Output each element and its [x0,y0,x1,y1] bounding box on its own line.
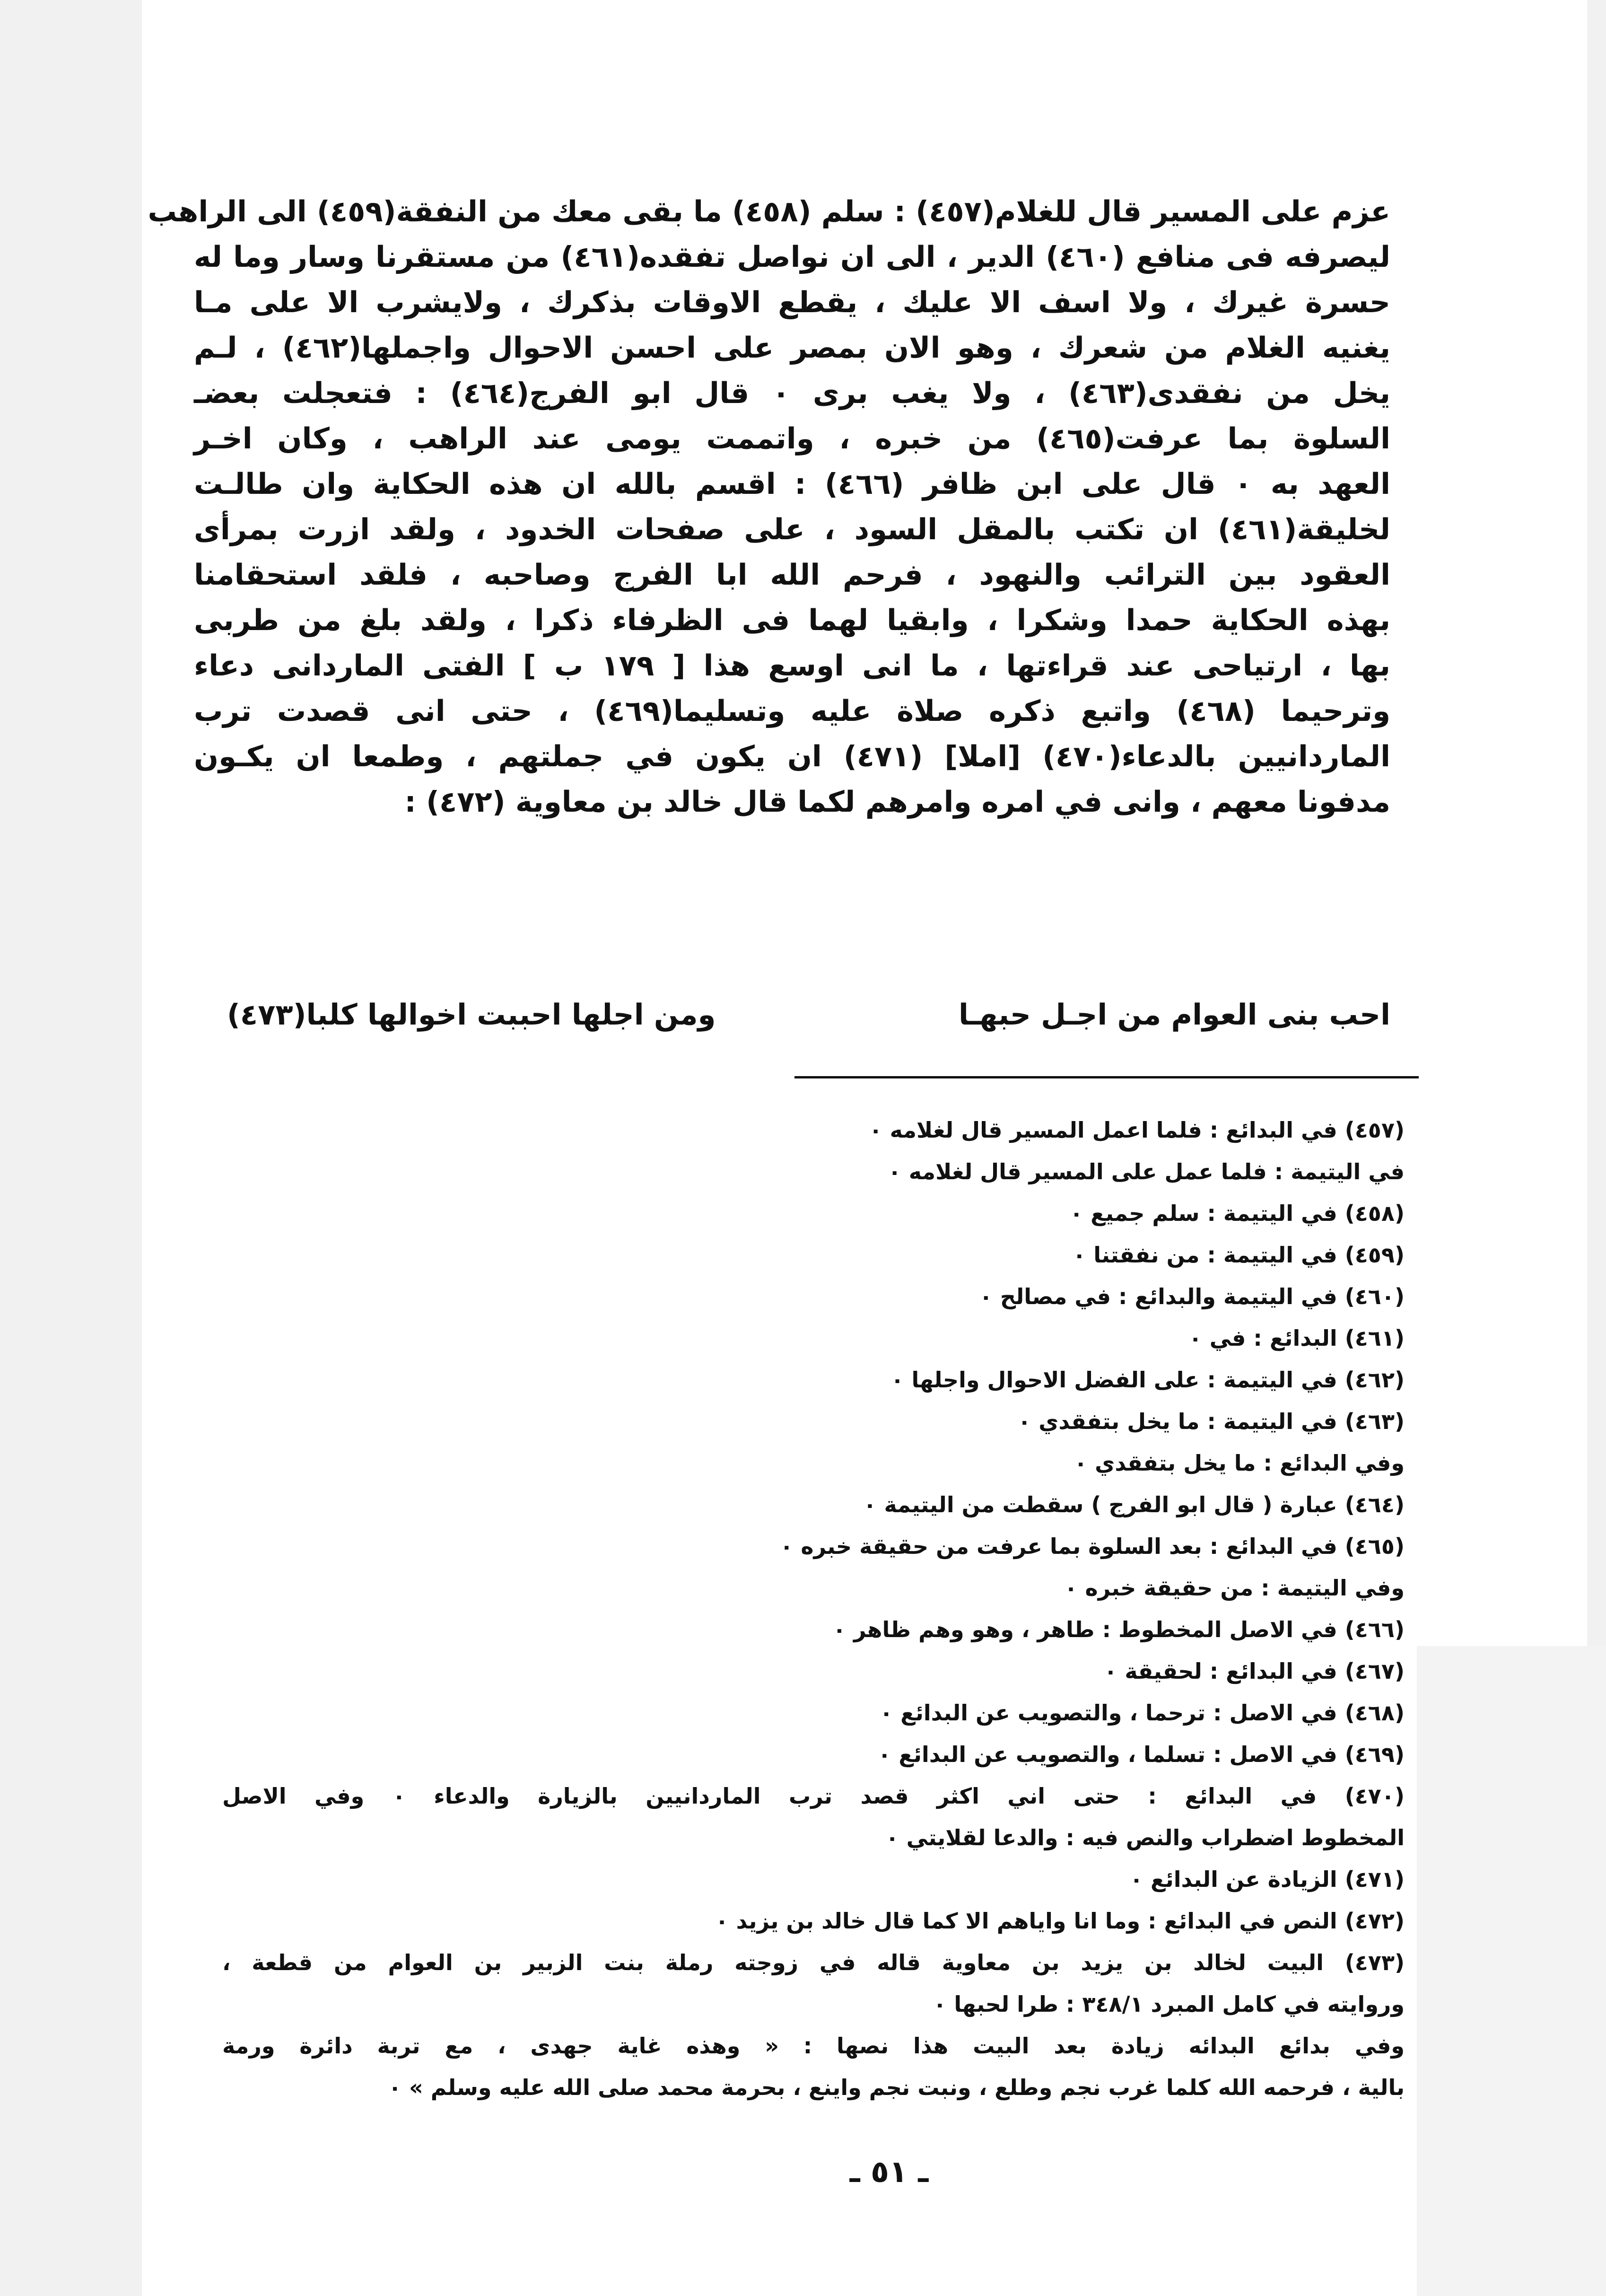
footnote-line: في اليتيمة : فلما عمل على المسير قال لغلامه ٠ [888,1159,1405,1184]
footnote-line: (٤٥٧) في البدائع : فلما اعمل المسير قال لغلامه ٠ [869,1117,1405,1143]
text-line: مدفونا معهم ، وانى في امره وامرهم لكما قال خالد بن معاوية (٤٧٢) : [404,785,1390,819]
footnote-line: (٤٦٩) في الاصل : تسلما ، والتصويب عن البدائع ٠ [878,1742,1405,1767]
footnote-line: (٤٧٣) البيت لخالد بن يزيد بن معاوية قاله في زوجته رملة بنت الزبير بن العوام من قطعة ، [222,1950,1405,1975]
page-number: ـ ٥١ ـ [849,2155,929,2190]
footnote-line: (٤٦٣) في اليتيمة : ما يخل بتفقدي ٠ [1018,1409,1405,1434]
footnote-line: (٤٧٢) النص في البدائع : وما انا واياهم الا كما قال خالد بن يزيد ٠ [715,1908,1405,1934]
text-line: بهذه الحكاية حمدا وشكرا ، وابقيا لهما فى الظرفاء ذكرا ، ولقد بلغ من طربى [194,604,1390,637]
text-line: وترحيما (٤٦٨) واتبع ذكره صلاة عليه وتسليما(٤٦٩) ، حتى انى قصدت ترب [194,694,1390,728]
text-line: العقود بين الترائب والنهود ، فرحم الله ابا الفرج وصاحبه ، فلقد استحقامنا [194,558,1390,592]
footnote-line: (٤٦٨) في الاصل : ترحما ، والتصويب عن البدائع ٠ [880,1700,1405,1726]
text-line: ليصرفه فى منافع (٤٦٠) الدير ، الى ان نواصل تفقده(٤٦١) من مستقرنا وسار وما له [194,240,1390,274]
book-page [142,0,1587,2296]
text-line: الماردانيين بالدعاء(٤٧٠) [املا] (٤٧١) ان يكون في جملتهم ، وطمعا ان يكـون [194,740,1390,773]
footnote-line: (٤٥٩) في اليتيمة : من نفقتنا ٠ [1073,1242,1405,1268]
text-line: يخل من نفقدى(٤٦٣) ، ولا يغب برى ٠ قال ابو الفرج(٤٦٤) : فتعجلت بعضـ [194,377,1390,410]
scan-edge-shadow [1417,1646,1606,2296]
scan-left-margin [0,0,142,2296]
footnote-line: وفي اليتيمة : من حقيقة خبره ٠ [1064,1575,1405,1601]
footnote-line: (٤٦٦) في الاصل المخطوط : طاهر ، وهو وهم ظاهر ٠ [832,1617,1405,1642]
footnote-line: بالية ، فرحمه الله كلما غرب نجم وطلع ، ونبت نجم واينع ، بحرمة محمد صلى الله عليه وسلم » ٠ [388,2075,1405,2100]
footnote-line: المخطوط اضطراب والنص فيه : والدعا لقلايتي ٠ [885,1825,1405,1850]
footnote-line: وروايته في كامل المبرد ٣٤٨/١ : طرا لحبها ٠ [933,1991,1405,2017]
verse-first-hemistich: احب بنى العوام من اجـل حبهـا [959,998,1390,1032]
text-line: العهد به ٠ قال على ابن ظافر (٤٦٦) : اقسم بالله ان هذه الحكاية وان طالـت [194,467,1390,501]
footnote-line: (٤٦٤) عبارة ( قال ابو الفرج ) سقطت من اليتيمة ٠ [863,1492,1405,1517]
verse-second-hemistich: ومن اجلها احببت اخوالها كلبا(٤٧٣) [227,998,716,1032]
footnote-line: (٤٦٢) في اليتيمة : على الفضل الاحوال واجلها ٠ [890,1367,1405,1393]
footnote-line: (٤٧٠) في البدائع : حتى اني اكثر قصد ترب الماردانيين بالزيارة والدعاء ٠ وفي الاصل [222,1783,1405,1809]
main-text-block [148,189,1391,825]
footnotes-block [222,1109,1405,2108]
poetry-verse [227,998,1390,1032]
footnote-line: (٤٦٠) في اليتيمة والبدائع : في مصالح ٠ [979,1284,1405,1309]
footnote-line: وفي بدائع البدائه زيادة بعد البيت هذا نصها : « وهذه غاية جهدى ، مع تربة دائرة ورمة [222,2033,1405,2059]
footnote-line: (٤٥٨) في اليتيمة : سلم جميع ٠ [1070,1201,1405,1226]
text-line: يغنيه الغلام من شعرك ، وهو الان بمصر على احسن الاحوال واجملها(٤٦٢) ، لـم [194,331,1391,365]
footnote-line: (٤٦١) البدائع : في ٠ [1188,1325,1405,1351]
footnote-line: (٤٦٥) في البدائع : بعد السلوة بما عرفت من حقيقة خبره ٠ [780,1534,1405,1559]
footnote-line: (٤٦٧) في البدائع : لحقيقة ٠ [1104,1658,1405,1684]
footnote-line: وفي البدائع : ما يخل بتفقدي ٠ [1074,1450,1405,1476]
text-line: لخليقة(٤٦١) ان تكتب بالمقل السود ، على صفحات الخدود ، ولقد ازرت بمرأى [194,513,1390,546]
text-line: عزم على المسير قال للغلام(٤٥٧) : سلم (٤٥٨) ما بقى معك من النفقة(٤٥٩) الى الراهب [148,195,1390,228]
text-line: بها ، ارتياحى عند قراءتها ، ما انى اوسع هذا [ ١٧٩ ب ] الفتى الماردانى دعاء [194,649,1390,683]
footnote-separator [794,1076,1419,1078]
text-line: السلوة بما عرفت(٤٦٥) من خبره ، واتممت يومى عند الراهب ، وكان اخـر [194,422,1390,456]
text-line: حسرة غيرك ، ولا اسف الا عليك ، يقطع الاوقات بذكرك ، ولايشرب الا على مـا [194,286,1390,319]
footnote-line: (٤٧١) الزيادة عن البدائع ٠ [1129,1867,1405,1892]
